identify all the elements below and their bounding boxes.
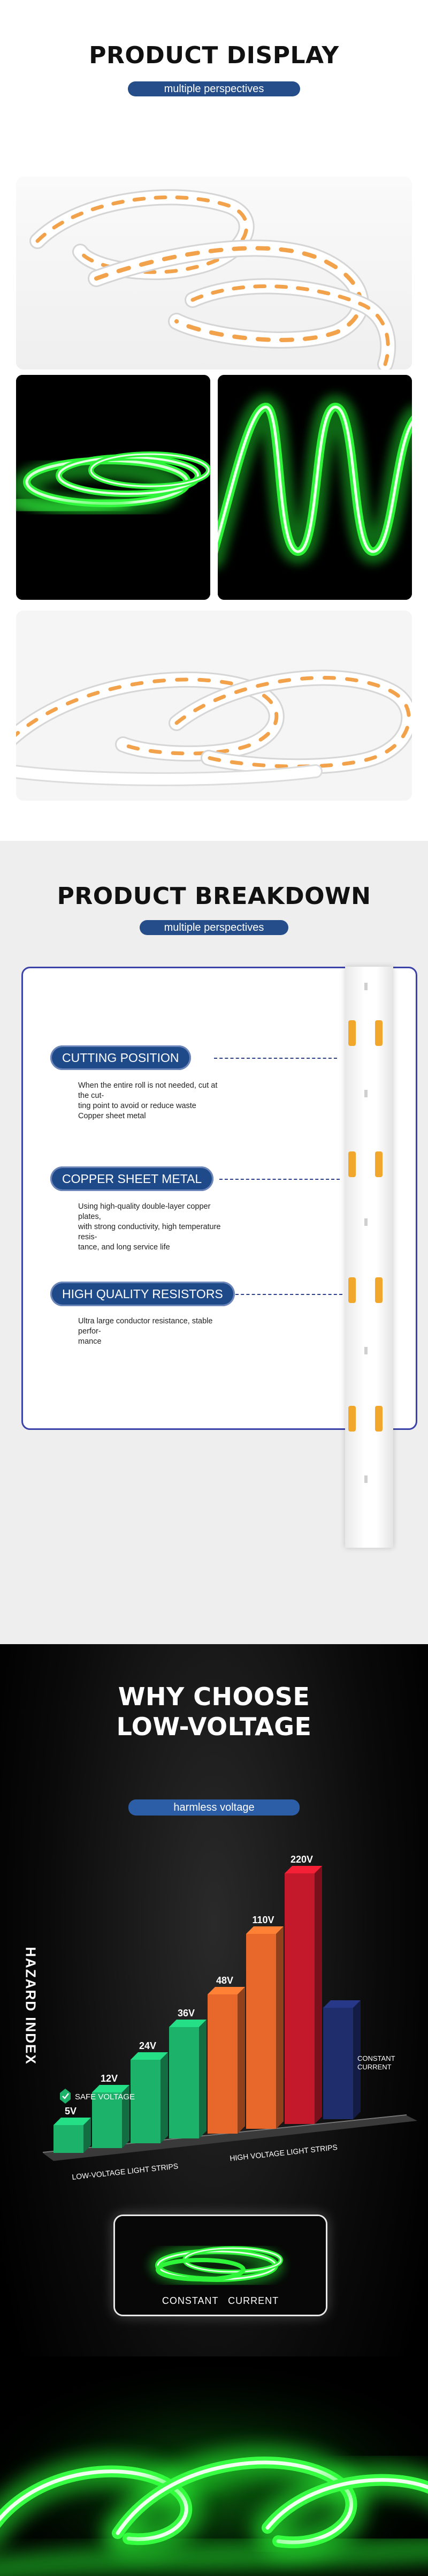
bar-label-220v: 220V xyxy=(290,1854,314,1865)
high-quality-resistors-badge: HIGH QUALITY RESISTORS xyxy=(50,1282,235,1306)
cutting-position-badge: CUTTING POSITION xyxy=(50,1045,191,1070)
product-display-subtitle: multiple perspectives xyxy=(128,81,300,96)
bar-label-5v: 5V xyxy=(64,2106,77,2116)
low-voltage-label: LOW-VOLTAGE LIGHT STRIPS xyxy=(71,2161,179,2181)
bar-label-36v: 36V xyxy=(177,2008,195,2018)
green-strip-glow-photo xyxy=(0,2356,428,2576)
bar-48v xyxy=(208,1987,245,2134)
bar-side xyxy=(276,1926,284,2129)
high-voltage-label: HIGH VOLTAGE LIGHT STRIPS xyxy=(229,2142,338,2163)
bar-constant-current xyxy=(323,2000,361,2119)
why-low-voltage-section xyxy=(0,1644,428,2576)
bar-110v xyxy=(246,1926,284,2129)
copper-sheet-metal-badge: COPPER SHEET METAL xyxy=(50,1166,213,1191)
bar-front xyxy=(208,1994,238,2134)
bar-side xyxy=(238,1987,245,2134)
high-quality-resistors-description: Ultra large conductor resistance, stable perfor- mance xyxy=(78,1317,213,1346)
why-subtitle: harmless voltage xyxy=(128,1799,300,1816)
bar-label-48v: 48V xyxy=(216,1975,234,1986)
constant-current-label-1: CONSTANT xyxy=(357,2054,395,2062)
copper-sheet-metal-description: Using high-quality double-layer copper plates, with strong conductivity, high temperature resis- tance, and long service life xyxy=(78,1202,221,1252)
constant-current-caption: CONSTANT CURRENT xyxy=(162,2295,279,2306)
bar-side xyxy=(160,2052,168,2143)
vertical-led-strip xyxy=(345,967,393,1548)
bar-label-12v: 12V xyxy=(100,2073,118,2084)
white-strip-photo-top xyxy=(16,177,412,370)
bar-label-110v: 110V xyxy=(252,1915,274,1925)
cutting-position-description: When the entire roll is not needed, cut at the cut- ting point to avoid or reduce waste Copper sheet metal xyxy=(78,1081,218,1120)
bar-side xyxy=(199,2020,207,2138)
copper-sheet-metal-pointer xyxy=(219,1179,340,1180)
cutting-position-pointer xyxy=(214,1058,337,1059)
bar-front xyxy=(323,2008,353,2119)
product-display-title: PRODUCT DISPLAY xyxy=(89,42,339,69)
bar-24v xyxy=(131,2052,168,2143)
constant-current-photo xyxy=(113,2215,327,2316)
safe-voltage-label: SAFE VOLTAGE xyxy=(75,2092,135,2102)
bar-label-24v: 24V xyxy=(139,2040,157,2051)
bar-front xyxy=(169,2027,199,2138)
bar-36v xyxy=(169,2020,207,2138)
high-quality-resistors-pointer xyxy=(235,1294,342,1295)
product-breakdown-section xyxy=(0,841,428,1644)
bar-front xyxy=(285,1873,315,2124)
green-strip-wave-photo xyxy=(218,375,412,600)
hazard-chart-svg xyxy=(0,1832,428,2206)
product-breakdown-title: PRODUCT BREAKDOWN xyxy=(57,883,371,910)
bar-front xyxy=(246,1934,276,2129)
bar-side xyxy=(315,1866,322,2124)
bar-front xyxy=(131,2060,160,2143)
product-display-section xyxy=(0,0,428,841)
bar-front xyxy=(54,2125,83,2153)
white-strip-photo-bottom xyxy=(16,611,412,801)
why-title-line2: LOW-VOLTAGE xyxy=(116,1712,312,1741)
hazard-index-label: HAZARD INDEX xyxy=(22,1947,39,2065)
bar-5v xyxy=(54,2118,91,2153)
why-title xyxy=(0,1682,428,1742)
bar-220v xyxy=(285,1866,322,2124)
green-strip-coil-photo xyxy=(16,375,210,600)
constant-current-label-2: CURRENT xyxy=(357,2063,392,2071)
product-breakdown-subtitle: multiple perspectives xyxy=(140,920,288,935)
hazard-chart xyxy=(0,1832,428,2206)
safe-voltage-check-icon xyxy=(60,2089,71,2104)
chart-bars xyxy=(54,1866,361,2153)
why-title-line1: WHY CHOOSE xyxy=(118,1682,310,1711)
